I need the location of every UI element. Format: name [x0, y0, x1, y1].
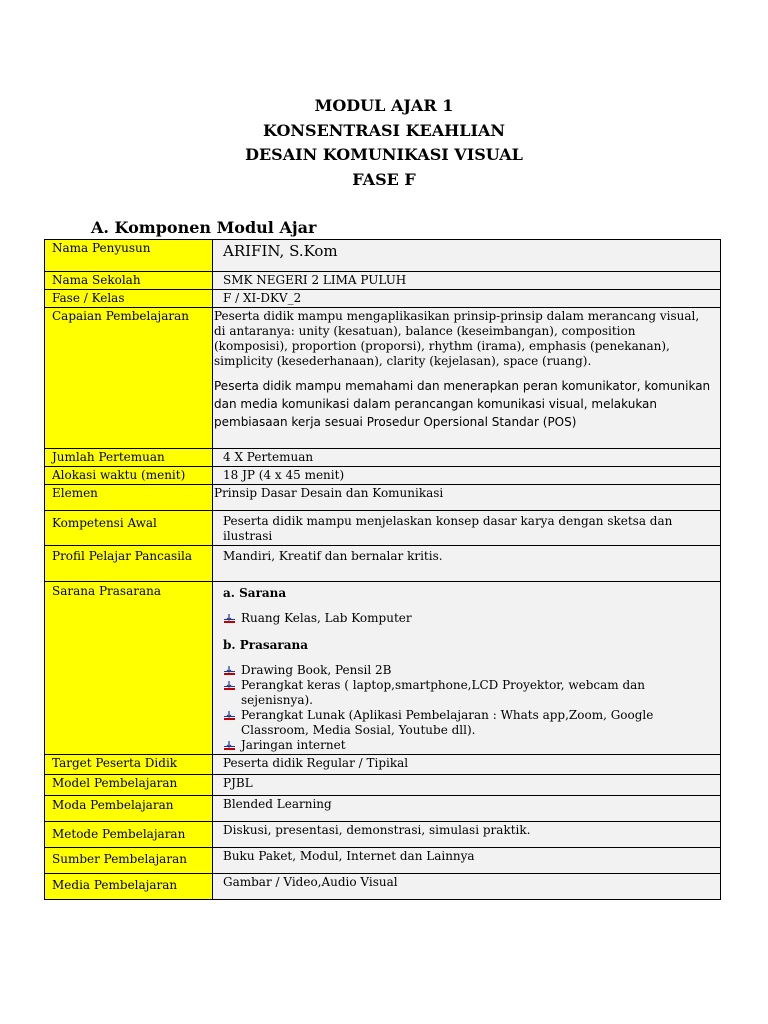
table-row — [45, 511, 721, 546]
row-label-text: Kompetensi Awal — [52, 516, 157, 530]
table-row — [45, 240, 721, 272]
row-label: Nama Sekolah — [45, 272, 213, 290]
table-row — [45, 449, 721, 467]
row-label-text: Sumber Pembelajaran — [52, 852, 187, 866]
row-label — [45, 874, 213, 900]
row-value: SMK NEGERI 2 LIMA PULUH — [213, 272, 721, 290]
row-label: Target Peserta Didik — [45, 755, 213, 775]
row-value-text: Mandiri, Kreatif dan bernalar kritis. — [223, 549, 443, 563]
row-value: Diskusi, presentasi, demonstrasi, simulasi praktik. — [213, 822, 721, 848]
list-item — [223, 738, 712, 753]
document-heading — [0, 94, 768, 192]
table-row — [45, 822, 721, 848]
row-value: Prinsip Dasar Desain dan Komunikasi — [213, 485, 721, 511]
sarana-title: a. Sarana — [223, 586, 287, 600]
capaian-paragraph-2: Peserta didik mampu memahami dan menerapkan peran komunikator, komunikan dan media komunikasi dalam perancangan komunikasi visual, melakukan pembiasaan kerja sesuai Prosedur Opersional Standar (POS) — [214, 379, 711, 429]
table-row — [45, 848, 721, 874]
heading-line-3: DESAIN KOMUNIKASI VISUAL — [245, 145, 523, 164]
row-value — [213, 308, 721, 449]
row-value-text: Peserta didik mampu menjelaskan konsep dasar karya dengan sketsa dan ilustrasi — [223, 514, 673, 543]
prasarana-title: b. Prasarana — [223, 638, 308, 652]
row-value: Blended Learning — [213, 796, 721, 822]
row-label-text: Sarana Prasarana — [52, 584, 162, 598]
row-label: Elemen — [45, 485, 213, 511]
row-label-text: Moda Pembelajaran — [52, 798, 174, 812]
row-label: Nama Penyusun — [45, 240, 213, 272]
arrow-bullet-icon — [224, 614, 235, 624]
row-label: Fase / Kelas — [45, 290, 213, 308]
row-label — [45, 822, 213, 848]
list-item — [223, 708, 712, 738]
table-row — [45, 272, 721, 290]
table-row — [45, 467, 721, 485]
row-label — [45, 582, 213, 755]
row-label: Alokasi waktu (menit) — [45, 467, 213, 485]
row-value — [213, 240, 721, 272]
row-label — [45, 511, 213, 546]
row-label-text: Profil Pelajar Pancasila — [52, 549, 193, 563]
list-item — [223, 611, 712, 626]
list-item-text: Perangkat Lunak (Aplikasi Pembelajaran : Whats app,Zoom, Google Classroom, Media Sosial, Youtube dll). — [241, 708, 654, 737]
row-label — [45, 848, 213, 874]
arrow-bullet-icon — [224, 681, 235, 691]
row-value: 18 JP (4 x 45 menit) — [213, 467, 721, 485]
table-row — [45, 582, 721, 755]
capaian-paragraph-1: Peserta didik mampu mengaplikasikan prinsip-prinsip dalam merancang visual, di antaranya: unity (kesatuan), balance (keseimbangan), composition (komposisi), proportion (proporsi), rhythm (irama), emphasis (penekanan), simplicity (kesederhanaan), clarity (kejelasan), space (ruang). — [214, 309, 700, 368]
row-value: Peserta didik Regular / Tipikal — [213, 755, 721, 775]
row-label-text: Media Pembelajaran — [52, 878, 178, 892]
table-row — [45, 755, 721, 775]
row-value: 4 X Pertemuan — [213, 449, 721, 467]
row-label: Model Pembelajaran — [45, 775, 213, 796]
komponen-table — [44, 239, 721, 900]
table-row — [45, 290, 721, 308]
table-row — [45, 485, 721, 511]
list-item — [223, 678, 712, 708]
list-item-text: Jaringan internet — [241, 738, 346, 752]
heading-line-2: KONSENTRASI KEAHLIAN — [262, 120, 506, 140]
arrow-bullet-icon — [224, 741, 235, 751]
table-row — [45, 546, 721, 582]
row-label — [45, 546, 213, 582]
heading-line-1: MODUL AJAR 1 — [314, 96, 454, 115]
row-value: Gambar / Video,Audio Visual — [213, 874, 721, 900]
arrow-bullet-icon — [224, 711, 235, 721]
row-label-text: Metode Pembelajaran — [52, 827, 186, 841]
arrow-bullet-icon — [224, 666, 235, 676]
section-title: A. Komponen Modul Ajar — [91, 218, 317, 237]
list-item-text: Perangkat keras ( laptop,smartphone,LCD Proyektor, webcam dan sejenisnya). — [241, 678, 646, 707]
list-item — [223, 663, 712, 678]
row-value: F / XI-DKV_2 — [213, 290, 721, 308]
table-row — [45, 796, 721, 822]
row-label: Capaian Pembelajaran — [45, 308, 213, 449]
row-label: Jumlah Pertemuan — [45, 449, 213, 467]
row-value: PJBL — [213, 775, 721, 796]
row-value — [213, 511, 721, 546]
row-value — [213, 582, 721, 755]
table-row — [45, 775, 721, 796]
row-value — [213, 546, 721, 582]
row-label — [45, 796, 213, 822]
row-value: Buku Paket, Modul, Internet dan Lainnya — [213, 848, 721, 874]
penyusun-name: ARIFIN, S.Kom — [223, 242, 338, 260]
list-item-text: Drawing Book, Pensil 2B — [241, 663, 392, 677]
prasarana-list — [223, 663, 712, 753]
table-row — [45, 874, 721, 900]
heading-line-4: FASE F — [352, 169, 416, 189]
sarana-list — [223, 611, 712, 626]
list-item-text: Ruang Kelas, Lab Komputer — [241, 611, 412, 625]
table-row — [45, 308, 721, 449]
